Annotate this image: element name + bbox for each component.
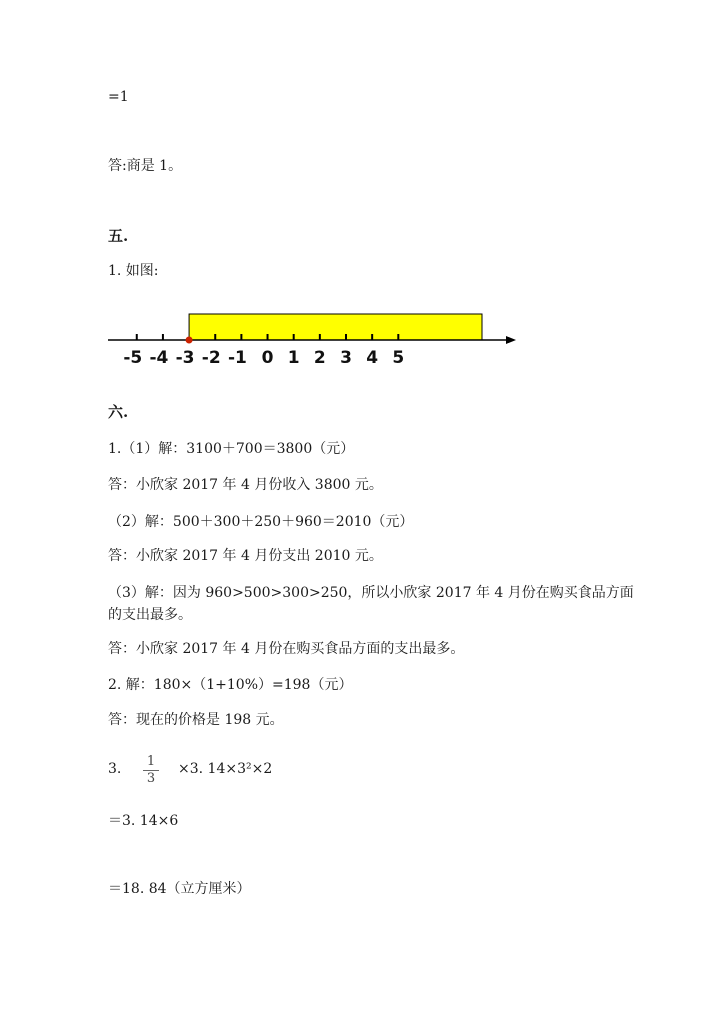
tick-label: 4 [366,348,379,368]
arrow-head-icon [506,336,516,344]
fraction-one-third [143,755,159,786]
answer-1-part-2: 答：小欣家 2017 年 4 月份支出 2010 元。 [108,548,383,564]
tick-label: 1 [287,348,300,368]
answer-1-part-3: 答：小欣家 2017 年 4 月份在购买食品方面的支出最多。 [108,641,465,657]
tick-label: -3 [175,348,195,368]
question-1-part-1: 1.（1）解：3100＋700＝3800（元） [108,441,355,457]
question-1-part-3-line-1: （3）解：因为 960>500>300>250，所以小欣家 2017 年 4 月份在购买食品方面 [108,585,634,601]
tick-label: 2 [313,348,326,368]
equation-result: =1 [108,89,129,105]
question-3-number: 3. [108,761,122,777]
answer-quotient: 答:商是 1。 [108,158,183,174]
question-1-part-2: （2）解：500＋300＋250＋960＝2010（元） [108,514,414,530]
highlighted-range [189,314,482,340]
tick-label: -2 [201,348,221,368]
question-3-step-2: ＝18. 84（立方厘米） [108,881,251,897]
tick-label: -5 [123,348,143,368]
section-6-heading: 六. [108,403,129,421]
number-line-figure [108,308,528,370]
question-1-part-3-line-2: 的支出最多。 [108,607,192,623]
section-5-heading: 五. [108,227,129,245]
tick-label: 5 [392,348,405,368]
question-2: 2. 解：180×（1+10%）=198（元） [108,677,353,693]
answer-2: 答：现在的价格是 198 元。 [108,712,284,728]
start-point-dot [186,337,193,344]
section-5-question-1: 1. 如图: [108,263,159,279]
tick-label: 0 [261,348,274,368]
tick-label: -1 [227,348,247,368]
fraction-numerator: 1 [146,754,156,769]
question-3-expression: ×3. 14×3²×2 [178,761,273,777]
tick-label: 3 [340,348,352,368]
answer-1-part-1: 答：小欣家 2017 年 4 月份收入 3800 元。 [108,477,383,493]
tick-label: -4 [149,348,169,368]
question-3-step-1: ＝3. 14×6 [108,813,179,829]
fraction-denominator: 3 [146,771,156,786]
